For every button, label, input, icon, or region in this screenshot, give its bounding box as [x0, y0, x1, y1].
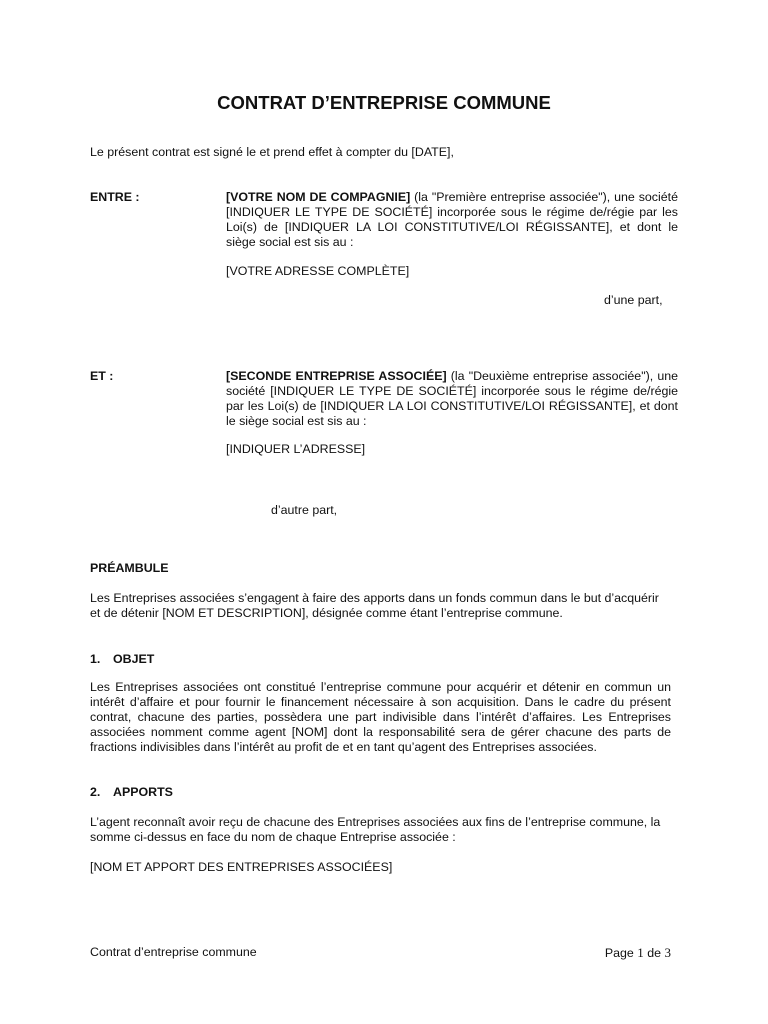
party1-name: [VOTRE NOM DE COMPAGNIE]	[226, 190, 411, 204]
section-2-heading	[90, 785, 173, 800]
party1-desc: (la "Première entreprise associée"), une société [INDIQUER LE TYPE DE SOCIÉTÉ] incorporée sous le régime de/régie par les Loi(s) de [INDIQUER LA LOI CONSTITUTIVE/LOI RÉGISSANTE], et dont le siège social est sis au :	[226, 190, 678, 249]
party1-label: ENTRE :	[90, 190, 140, 204]
section-1-heading	[90, 652, 154, 667]
preamble-text: Les Entreprises associées s’engagent à faire des apports dans un fonds commun dans le but d’acquérir et de détenir [NOM ET DESCRIPTION], désignée comme étant l’entreprise commune.	[90, 591, 659, 620]
preamble-heading: PRÉAMBULE	[90, 561, 169, 575]
party1-description	[226, 190, 678, 250]
section-2-text: L’agent reconnaît avoir reçu de chacune des Entreprises associées aux fins de l’entreprise commune, la somme ci-dessus en face du nom de chaque Entreprise associée :	[90, 815, 661, 844]
party2-desc: (la "Deuxième entreprise associée"), une société [INDIQUER LE TYPE DE SOCIÉTÉ] incorporée sous le régime de/régie par les Loi(s) de [INDIQUER LA LOI CONSTITUTIVE/LOI RÉGISSANTE], et dont le siège social est sis au :	[226, 369, 678, 428]
party2-description	[226, 369, 678, 429]
footer-page-of: de	[647, 946, 662, 960]
footer-page-total: 3	[664, 945, 671, 960]
document-title: CONTRAT D’ENTREPRISE COMMUNE	[217, 92, 551, 113]
footer-page-current: 1	[637, 945, 644, 960]
section-1-text: Les Entreprises associées ont constitué l’entreprise commune pour acquérir et détenir en commun un intérêt d’affaire et pour fournir le financement nécessaire à son acquisition. Dans le cadre du présent contrat, chacune des parties, possèdera une part indivisible dans l’intérêt d’affaires. Les Entreprises associées nomment comme agent [NOM] dont la responsabilité sera de gérer chacune des parts de fractions indivisibles dans l’intérêt au profit de et en tant qu’agent des Entreprises associées.	[90, 680, 671, 754]
party2-name: [SECONDE ENTREPRISE ASSOCIÉE]	[226, 369, 447, 383]
party1-closing: d’une part,	[604, 293, 663, 307]
section-2-extra: [NOM ET APPORT DES ENTREPRISES ASSOCIÉES]	[90, 860, 393, 874]
footer-page-label: Page	[604, 946, 634, 960]
party2-label: ET :	[90, 369, 114, 383]
intro-paragraph: Le présent contrat est signé le et prend effet à compter du [DATE],	[90, 145, 454, 159]
footer-page-number	[605, 945, 671, 961]
section-1-title: OBJET	[113, 652, 155, 666]
footer-title: Contrat d’entreprise commune	[90, 945, 257, 959]
section-1-number: 1.	[90, 652, 101, 666]
party1-address: [VOTRE ADRESSE COMPLÈTE]	[226, 264, 410, 278]
party2-closing: d’autre part,	[271, 503, 338, 517]
section-2-number: 2.	[90, 785, 101, 799]
section-2-title: APPORTS	[113, 785, 173, 799]
party2-address: [INDIQUER L’ADRESSE]	[226, 442, 366, 456]
